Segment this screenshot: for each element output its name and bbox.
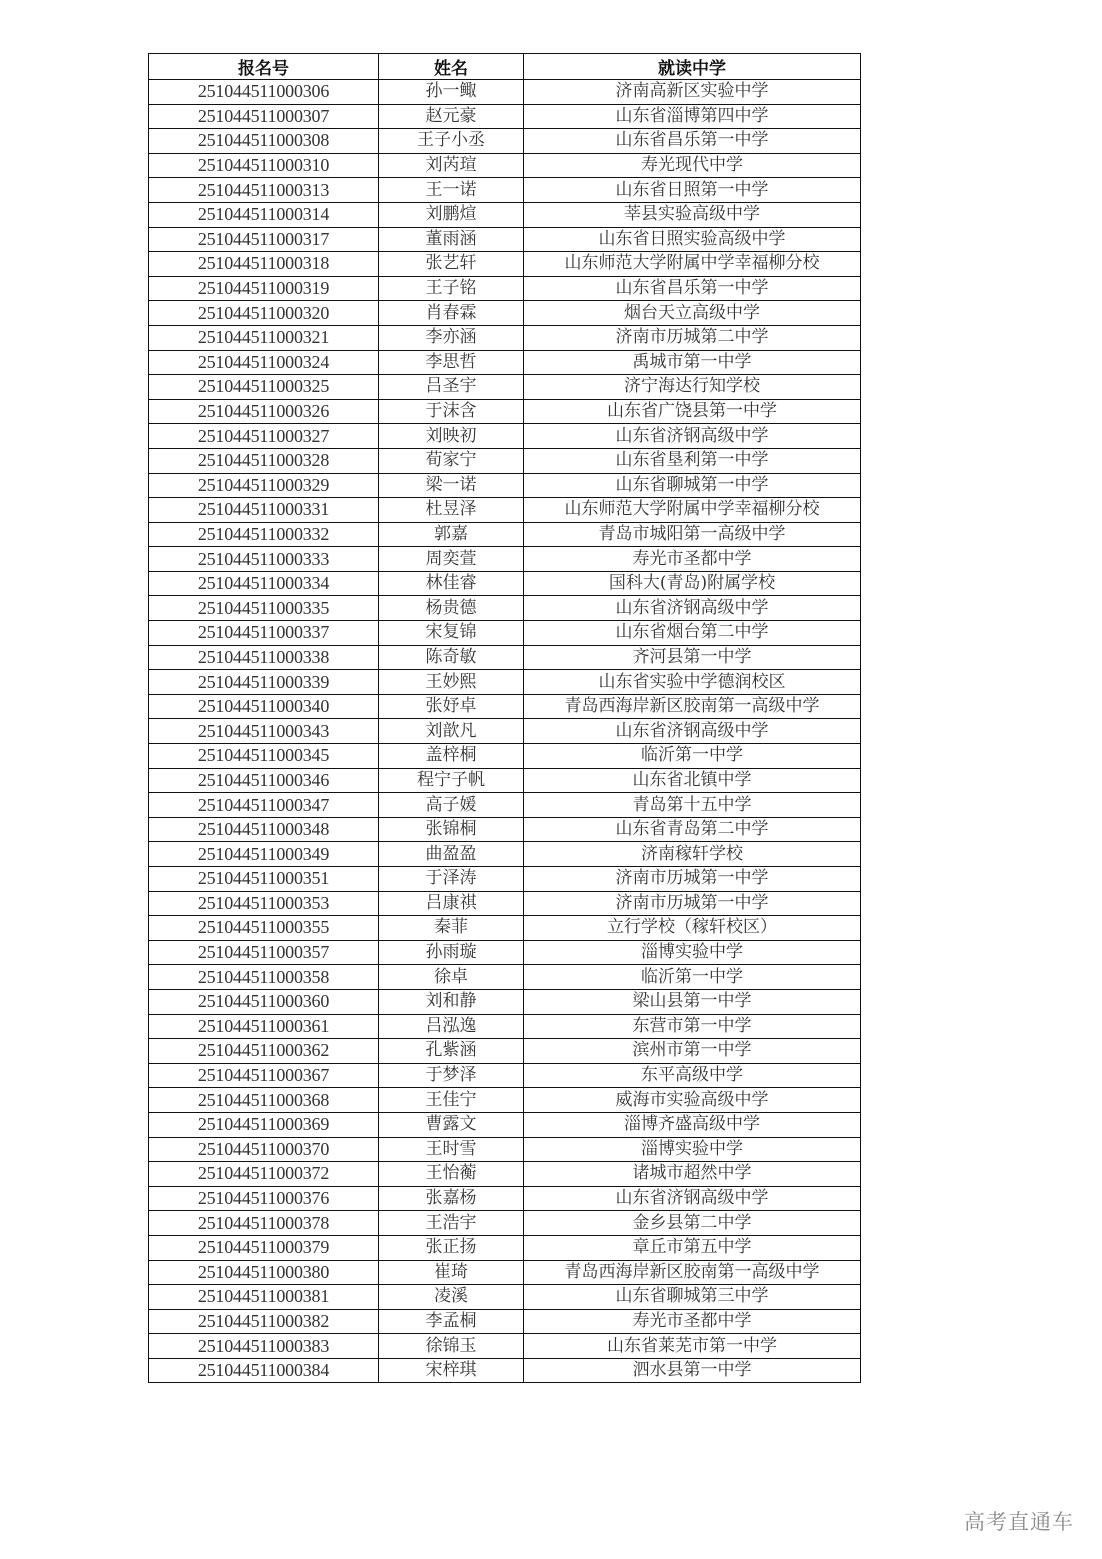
student-name-cell: 程宁子帆 [379, 768, 524, 793]
registration-number-cell: 251044511000325 [149, 375, 379, 400]
student-table [148, 53, 861, 1383]
registration-number-cell: 251044511000313 [149, 178, 379, 203]
school-cell: 梁山县第一中学 [524, 989, 861, 1014]
table-row [149, 1039, 861, 1064]
school-cell: 诸城市超然中学 [524, 1162, 861, 1187]
registration-number-cell: 251044511000357 [149, 940, 379, 965]
student-name-cell: 杜昱泽 [379, 498, 524, 523]
student-name-cell: 孙一鲰 [379, 80, 524, 105]
student-name-cell: 王时雪 [379, 1137, 524, 1162]
registration-number-cell: 251044511000355 [149, 916, 379, 941]
student-name-cell: 宋梓琪 [379, 1358, 524, 1383]
school-cell: 临沂第一中学 [524, 744, 861, 769]
student-name-cell: 张妤卓 [379, 694, 524, 719]
student-name-cell: 徐锦玉 [379, 1334, 524, 1359]
school-cell: 滨州市第一中学 [524, 1039, 861, 1064]
registration-number-cell: 251044511000314 [149, 202, 379, 227]
student-name-cell: 高子媛 [379, 793, 524, 818]
registration-number-cell: 251044511000321 [149, 325, 379, 350]
registration-number-cell: 251044511000332 [149, 522, 379, 547]
student-name-cell: 秦菲 [379, 916, 524, 941]
student-name-cell: 孔紫涵 [379, 1039, 524, 1064]
student-name-cell: 董雨涵 [379, 227, 524, 252]
registration-number-cell: 251044511000345 [149, 744, 379, 769]
registration-number-cell: 251044511000347 [149, 793, 379, 818]
student-name-cell: 王佳宁 [379, 1088, 524, 1113]
table-row [149, 350, 861, 375]
table-row [149, 842, 861, 867]
table-row [149, 965, 861, 990]
registration-number-cell: 251044511000376 [149, 1186, 379, 1211]
table-row [149, 104, 861, 129]
school-cell: 山东省青岛第二中学 [524, 817, 861, 842]
registration-number-cell: 251044511000369 [149, 1112, 379, 1137]
school-cell: 山东省聊城第三中学 [524, 1285, 861, 1310]
header-name: 姓名 [379, 54, 524, 80]
table-row [149, 375, 861, 400]
registration-number-cell: 251044511000306 [149, 80, 379, 105]
registration-number-cell: 251044511000327 [149, 424, 379, 449]
table-row [149, 694, 861, 719]
school-cell: 山东省聊城第一中学 [524, 473, 861, 498]
registration-number-cell: 251044511000335 [149, 596, 379, 621]
registration-number-cell: 251044511000339 [149, 670, 379, 695]
registration-number-cell: 251044511000328 [149, 448, 379, 473]
registration-number-cell: 251044511000382 [149, 1309, 379, 1334]
school-cell: 淄博实验中学 [524, 940, 861, 965]
registration-number-cell: 251044511000320 [149, 301, 379, 326]
school-cell: 山东省广饶县第一中学 [524, 399, 861, 424]
school-cell: 淄博齐盛高级中学 [524, 1112, 861, 1137]
student-name-cell: 于梦泽 [379, 1063, 524, 1088]
student-name-cell: 盖梓桐 [379, 744, 524, 769]
student-name-cell: 宋复锦 [379, 621, 524, 646]
table-row [149, 1285, 861, 1310]
student-name-cell: 于沫含 [379, 399, 524, 424]
student-name-cell: 凌溪 [379, 1285, 524, 1310]
registration-number-cell: 251044511000353 [149, 891, 379, 916]
table-row [149, 178, 861, 203]
table-row [149, 621, 861, 646]
registration-number-cell: 251044511000319 [149, 276, 379, 301]
student-name-cell: 曲盈盈 [379, 842, 524, 867]
student-name-cell: 梁一诺 [379, 473, 524, 498]
table-row [149, 1309, 861, 1334]
table-row [149, 424, 861, 449]
school-cell: 山东省昌乐第一中学 [524, 276, 861, 301]
student-name-cell: 王子铭 [379, 276, 524, 301]
school-cell: 青岛西海岸新区胶南第一高级中学 [524, 694, 861, 719]
school-cell: 章丘市第五中学 [524, 1235, 861, 1260]
student-name-cell: 王一诺 [379, 178, 524, 203]
table-header-row [149, 54, 861, 80]
school-cell: 济南高新区实验中学 [524, 80, 861, 105]
school-cell: 莘县实验高级中学 [524, 202, 861, 227]
school-cell: 济南市历城第一中学 [524, 891, 861, 916]
student-name-cell: 王浩宇 [379, 1211, 524, 1236]
table-row [149, 522, 861, 547]
school-cell: 山东省日照第一中学 [524, 178, 861, 203]
student-name-cell: 赵元豪 [379, 104, 524, 129]
school-cell: 山东省济钢高级中学 [524, 424, 861, 449]
table-row [149, 744, 861, 769]
school-cell: 金乡县第二中学 [524, 1211, 861, 1236]
student-name-cell: 李亦涵 [379, 325, 524, 350]
registration-number-cell: 251044511000333 [149, 547, 379, 572]
table-row [149, 817, 861, 842]
registration-number-cell: 251044511000383 [149, 1334, 379, 1359]
school-cell: 山东省济钢高级中学 [524, 1186, 861, 1211]
header-registration-number: 报名号 [149, 54, 379, 80]
school-cell: 齐河县第一中学 [524, 645, 861, 670]
registration-number-cell: 251044511000378 [149, 1211, 379, 1236]
student-name-cell: 周奕萱 [379, 547, 524, 572]
table-row [149, 719, 861, 744]
student-name-cell: 张嘉杨 [379, 1186, 524, 1211]
school-cell: 山东省日照实验高级中学 [524, 227, 861, 252]
school-cell: 寿光市圣都中学 [524, 1309, 861, 1334]
student-name-cell: 崔琦 [379, 1260, 524, 1285]
school-cell: 济南稼轩学校 [524, 842, 861, 867]
student-name-cell: 林佳睿 [379, 571, 524, 596]
student-name-cell: 王怡蘅 [379, 1162, 524, 1187]
table-row [149, 1211, 861, 1236]
school-cell: 山东省淄博第四中学 [524, 104, 861, 129]
school-cell: 东营市第一中学 [524, 1014, 861, 1039]
student-name-cell: 张正扬 [379, 1235, 524, 1260]
table-row [149, 399, 861, 424]
student-name-cell: 荀家宁 [379, 448, 524, 473]
table-row [149, 989, 861, 1014]
student-name-cell: 刘和静 [379, 989, 524, 1014]
school-cell: 济南市历城第二中学 [524, 325, 861, 350]
school-cell: 济宁海达行知学校 [524, 375, 861, 400]
table-row [149, 153, 861, 178]
school-cell: 山东师范大学附属中学幸福柳分校 [524, 252, 861, 277]
school-cell: 山东省垦利第一中学 [524, 448, 861, 473]
table-row [149, 1235, 861, 1260]
school-cell: 烟台天立高级中学 [524, 301, 861, 326]
table-row [149, 670, 861, 695]
table-row [149, 1088, 861, 1113]
registration-number-cell: 251044511000307 [149, 104, 379, 129]
table-row [149, 80, 861, 105]
table-row [149, 1014, 861, 1039]
student-list-sheet [148, 53, 860, 1383]
school-cell: 青岛第十五中学 [524, 793, 861, 818]
registration-number-cell: 251044511000334 [149, 571, 379, 596]
registration-number-cell: 251044511000343 [149, 719, 379, 744]
school-cell: 山东省济钢高级中学 [524, 719, 861, 744]
registration-number-cell: 251044511000368 [149, 1088, 379, 1113]
table-row [149, 867, 861, 892]
registration-number-cell: 251044511000308 [149, 129, 379, 154]
registration-number-cell: 251044511000329 [149, 473, 379, 498]
registration-number-cell: 251044511000317 [149, 227, 379, 252]
student-name-cell: 徐卓 [379, 965, 524, 990]
registration-number-cell: 251044511000361 [149, 1014, 379, 1039]
student-name-cell: 陈奇敏 [379, 645, 524, 670]
table-row [149, 1112, 861, 1137]
table-row [149, 448, 861, 473]
table-row [149, 547, 861, 572]
school-cell: 国科大(青岛)附属学校 [524, 571, 861, 596]
table-row [149, 1063, 861, 1088]
school-cell: 山东省莱芜市第一中学 [524, 1334, 861, 1359]
registration-number-cell: 251044511000372 [149, 1162, 379, 1187]
school-cell: 寿光现代中学 [524, 153, 861, 178]
student-name-cell: 杨贵德 [379, 596, 524, 621]
table-row [149, 129, 861, 154]
registration-number-cell: 251044511000326 [149, 399, 379, 424]
student-name-cell: 曹露文 [379, 1112, 524, 1137]
school-cell: 山东省济钢高级中学 [524, 596, 861, 621]
student-name-cell: 李思哲 [379, 350, 524, 375]
school-cell: 立行学校（稼轩校区） [524, 916, 861, 941]
table-row [149, 940, 861, 965]
school-cell: 青岛西海岸新区胶南第一高级中学 [524, 1260, 861, 1285]
registration-number-cell: 251044511000346 [149, 768, 379, 793]
table-row [149, 916, 861, 941]
student-name-cell: 肖春霖 [379, 301, 524, 326]
table-row [149, 891, 861, 916]
registration-number-cell: 251044511000362 [149, 1039, 379, 1064]
table-row [149, 768, 861, 793]
table-row [149, 1334, 861, 1359]
table-row [149, 325, 861, 350]
school-cell: 东平高级中学 [524, 1063, 861, 1088]
student-name-cell: 郭嘉 [379, 522, 524, 547]
registration-number-cell: 251044511000340 [149, 694, 379, 719]
school-cell: 威海市实验高级中学 [524, 1088, 861, 1113]
registration-number-cell: 251044511000370 [149, 1137, 379, 1162]
student-name-cell: 张锦桐 [379, 817, 524, 842]
registration-number-cell: 251044511000384 [149, 1358, 379, 1383]
watermark: 高考直通车 [964, 1510, 1074, 1534]
table-row [149, 1186, 861, 1211]
registration-number-cell: 251044511000324 [149, 350, 379, 375]
table-row [149, 227, 861, 252]
school-cell: 山东省昌乐第一中学 [524, 129, 861, 154]
student-name-cell: 刘鹏煊 [379, 202, 524, 227]
school-cell: 山东省烟台第二中学 [524, 621, 861, 646]
registration-number-cell: 251044511000358 [149, 965, 379, 990]
registration-number-cell: 251044511000331 [149, 498, 379, 523]
table-row [149, 1137, 861, 1162]
table-row [149, 645, 861, 670]
header-school: 就读中学 [524, 54, 861, 80]
registration-number-cell: 251044511000318 [149, 252, 379, 277]
school-cell: 淄博实验中学 [524, 1137, 861, 1162]
table-row [149, 1260, 861, 1285]
student-name-cell: 刘映初 [379, 424, 524, 449]
registration-number-cell: 251044511000381 [149, 1285, 379, 1310]
school-cell: 山东师范大学附属中学幸福柳分校 [524, 498, 861, 523]
student-name-cell: 吕康祺 [379, 891, 524, 916]
student-name-cell: 吕圣宇 [379, 375, 524, 400]
table-row [149, 301, 861, 326]
school-cell: 禹城市第一中学 [524, 350, 861, 375]
school-cell: 山东省实验中学德润校区 [524, 670, 861, 695]
student-name-cell: 刘歆凡 [379, 719, 524, 744]
registration-number-cell: 251044511000338 [149, 645, 379, 670]
student-name-cell: 孙雨璇 [379, 940, 524, 965]
registration-number-cell: 251044511000351 [149, 867, 379, 892]
student-name-cell: 李孟桐 [379, 1309, 524, 1334]
registration-number-cell: 251044511000367 [149, 1063, 379, 1088]
school-cell: 青岛市城阳第一高级中学 [524, 522, 861, 547]
table-body [149, 80, 861, 1383]
registration-number-cell: 251044511000379 [149, 1235, 379, 1260]
registration-number-cell: 251044511000348 [149, 817, 379, 842]
registration-number-cell: 251044511000349 [149, 842, 379, 867]
table-row [149, 473, 861, 498]
table-row [149, 571, 861, 596]
table-row [149, 1358, 861, 1383]
student-name-cell: 王妙熙 [379, 670, 524, 695]
student-name-cell: 刘芮瑄 [379, 153, 524, 178]
school-cell: 寿光市圣都中学 [524, 547, 861, 572]
student-name-cell: 吕泓逸 [379, 1014, 524, 1039]
table-row [149, 1162, 861, 1187]
table-row [149, 202, 861, 227]
table-row [149, 793, 861, 818]
school-cell: 山东省北镇中学 [524, 768, 861, 793]
table-row [149, 498, 861, 523]
registration-number-cell: 251044511000310 [149, 153, 379, 178]
table-row [149, 596, 861, 621]
school-cell: 临沂第一中学 [524, 965, 861, 990]
registration-number-cell: 251044511000360 [149, 989, 379, 1014]
table-row [149, 276, 861, 301]
school-cell: 泗水县第一中学 [524, 1358, 861, 1383]
student-name-cell: 王子小丞 [379, 129, 524, 154]
registration-number-cell: 251044511000380 [149, 1260, 379, 1285]
school-cell: 济南市历城第一中学 [524, 867, 861, 892]
student-name-cell: 张艺轩 [379, 252, 524, 277]
registration-number-cell: 251044511000337 [149, 621, 379, 646]
student-name-cell: 于泽涛 [379, 867, 524, 892]
table-row [149, 252, 861, 277]
